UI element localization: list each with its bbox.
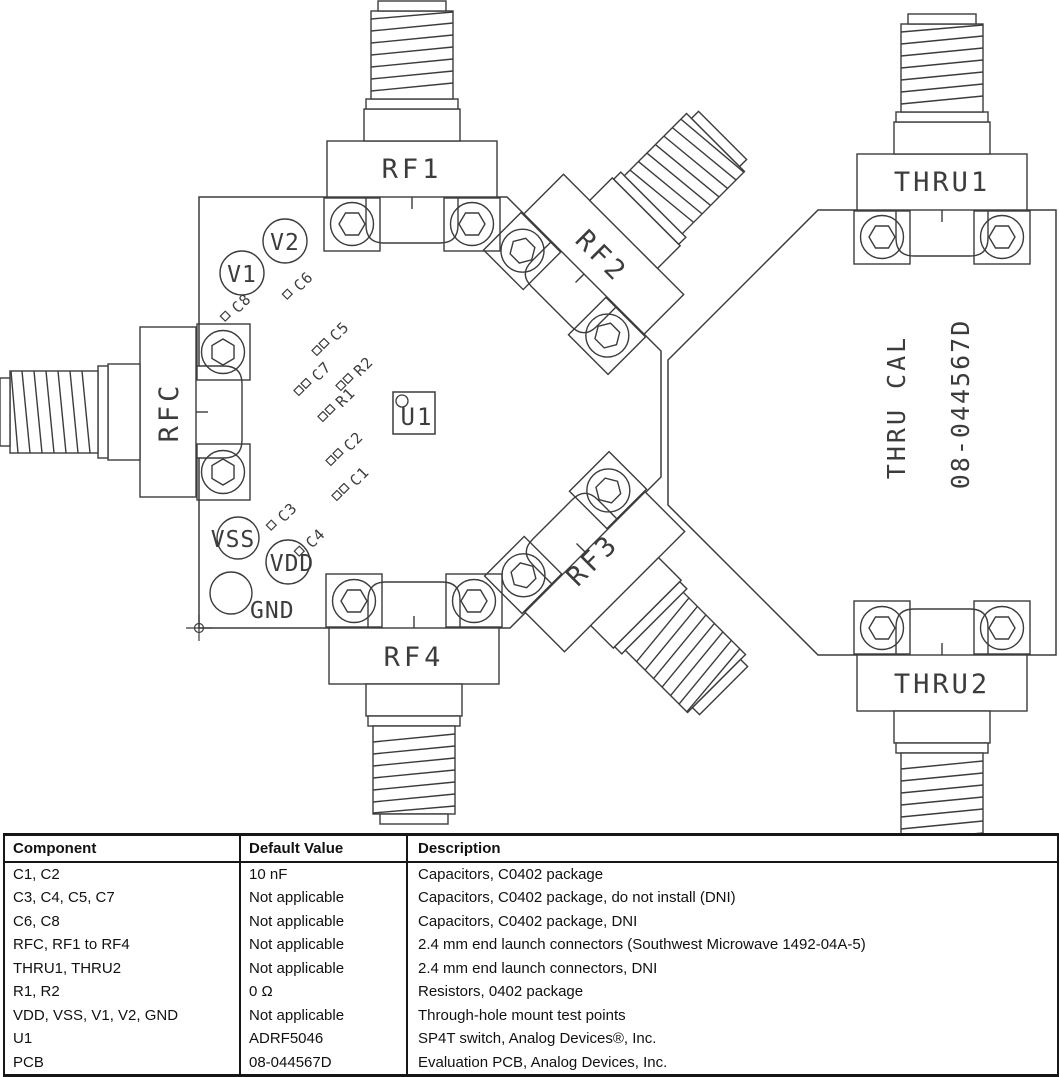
silkscreen-c1: [330, 463, 373, 506]
svg-text:R2: R2: [350, 352, 378, 380]
test-point-gnd-label: GND: [250, 598, 295, 624]
ic-u1-label: U1: [400, 403, 434, 431]
connector-rf4: [326, 574, 502, 824]
ic-u1: [393, 392, 435, 434]
connector-rf2-label: RF2: [568, 224, 634, 290]
col-header-description: Description: [406, 836, 1057, 861]
connector-rf4-label: RF4: [383, 642, 445, 673]
table-header-row: [5, 836, 1057, 863]
thru-cal-text: THRU CAL: [882, 334, 911, 480]
connector-rf3-label: RF3: [560, 527, 626, 593]
test-point-vdd-label: VDD: [269, 551, 315, 577]
table-row: PCB 08-044567D Evaluation PCB, Analog Devices, Inc.: [5, 1051, 1057, 1074]
connector-rf2: [484, 73, 785, 374]
svg-text:C1: C1: [346, 462, 374, 490]
silkscreen-c8: [218, 290, 255, 327]
svg-text:C3: C3: [274, 498, 302, 526]
col-header-default-value: Default Value: [239, 836, 406, 861]
svg-text:C7: C7: [308, 357, 336, 385]
silkscreen-c6: [280, 268, 317, 305]
table-row: C6, C8 Not applicable Capacitors, C0402 package, DNI: [5, 910, 1057, 933]
silkscreen-c3: [264, 499, 301, 536]
table-row: C1, C2 10 nF Capacitors, C0402 package: [5, 863, 1057, 886]
svg-text:C2: C2: [340, 427, 368, 455]
connector-rfc: [0, 324, 250, 500]
svg-text:C4: C4: [302, 524, 330, 552]
silkscreen-c7: [292, 358, 335, 401]
table-row: U1 ADRF5046 SP4T switch, Analog Devices®, Inc.: [5, 1027, 1057, 1050]
connector-rfc-label: RFC: [154, 381, 185, 443]
svg-text:C6: C6: [290, 267, 318, 295]
table-row: R1, R2 0 Ω Resistors, 0402 package: [5, 980, 1057, 1003]
test-point-v2-label: V2: [270, 230, 300, 256]
pcb-number-text: 08-044567D: [946, 318, 975, 490]
silkscreen-c5: [310, 318, 353, 361]
connector-rf1-label: RF1: [381, 154, 443, 185]
svg-text:C8: C8: [228, 289, 256, 317]
origin-marker-icon: [186, 615, 212, 641]
test-point-vss-label: VSS: [210, 527, 256, 553]
svg-text:R1: R1: [332, 383, 360, 411]
table-row: RFC, RF1 to RF4 Not applicable 2.4 mm end launch connectors (Southwest Microwave 1492-04A-5): [5, 933, 1057, 956]
test-point-v1-label: V1: [227, 262, 257, 288]
connector-rf3: [485, 452, 786, 753]
col-header-component: Component: [13, 839, 97, 857]
connector-thru2: [854, 601, 1030, 833]
table-row: THRU1, THRU2 Not applicable 2.4 mm end launch connectors, DNI: [5, 957, 1057, 980]
connector-thru2-label: THRU2: [893, 669, 991, 700]
connector-thru1-label: THRU1: [893, 167, 991, 198]
svg-text:C5: C5: [326, 317, 354, 345]
component-table: [3, 833, 1059, 1077]
table-row: VDD, VSS, V1, V2, GND Not applicable Through-hole mount test points: [5, 1004, 1057, 1027]
table-row: C3, C4, C5, C7 Not applicable Capacitors, C0402 package, do not install (DNI): [5, 886, 1057, 909]
silkscreen-r1: [316, 384, 359, 427]
test-point-gnd: [210, 572, 252, 614]
connector-thru1: [854, 14, 1030, 264]
connector-rf1: [324, 1, 500, 251]
thru-cal-pcb-outline: [668, 210, 1056, 655]
